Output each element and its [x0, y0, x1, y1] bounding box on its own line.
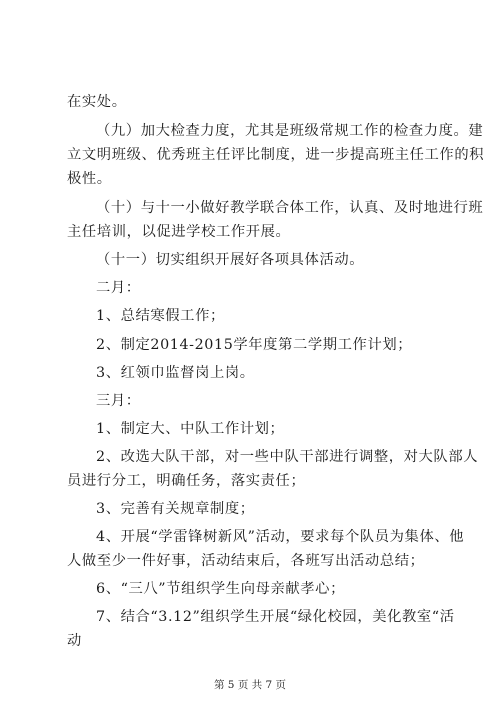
text-line: （十一）切实组织开展好各项具体活动。: [96, 252, 365, 268]
text-line: （十）与十一小做好教学联合体工作，认真、及时地进行班: [96, 200, 484, 216]
text-line: 3、完善有关规章制度；: [96, 501, 255, 517]
text-line: 2、制定2014-2015学年度第二学期工作计划；: [96, 337, 413, 353]
text-line: 7、结合“3.12”组织学生开展“绿化校园，美化教室“活: [96, 609, 455, 625]
page-footer: 第 5 页 共 7 页: [213, 679, 287, 691]
text-line: 二月：: [96, 280, 141, 296]
text-line: 2、改选大队干部，对一些中队干部进行调整，对大队部人: [96, 449, 479, 465]
text-line: 在实处。: [67, 94, 127, 110]
text-line: 动: [67, 633, 82, 649]
text-line: 立文明班级、优秀班主任评比制度，进一步提高班主任工作的积: [67, 147, 485, 163]
text-line: 人做至少一件好事，活动结束后，各班写出活动总结；: [67, 553, 425, 569]
text-line: 主任培训，以促进学校工作开展。: [67, 224, 291, 240]
text-line: 1、制定大、中队工作计划；: [96, 421, 285, 437]
text-line: 极性。: [67, 171, 112, 187]
text-line: 6、“三八”节组织学生向母亲献孝心；: [96, 581, 345, 597]
text-line: 3、红领巾监督岗上岗。: [96, 365, 255, 381]
text-line: 员进行分工，明确任务，落实责任；: [67, 473, 306, 489]
text-line: （九）加大检查力度，尤其是班级常规工作的检查力度。建: [96, 123, 484, 139]
text-line: 4、开展“学雷锋树新风”活动，要求每个队员为集体、他: [96, 529, 465, 545]
text-line: 1、总结寒假工作；: [96, 308, 225, 324]
text-line: 三月：: [96, 393, 141, 409]
